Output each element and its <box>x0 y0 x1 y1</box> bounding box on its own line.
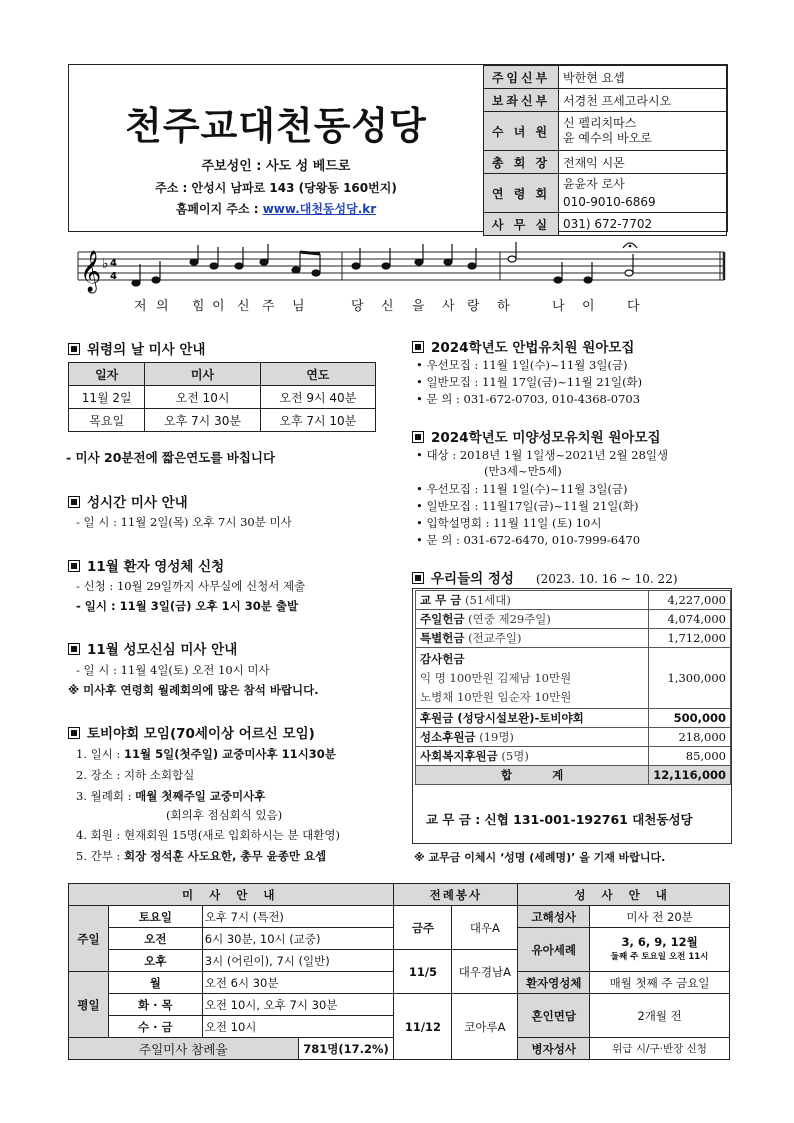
staff-name: 윤 예수의 바오로 <box>563 131 652 145</box>
sacrament-info: 위급 시/구·반장 신청 <box>590 1038 730 1060</box>
offer-sub: (연중 제29주일) <box>468 612 551 626</box>
offer-label: 주일헌금 <box>420 612 465 626</box>
item-text: 문 의 : 031-672-6470, 010-7999-6470 <box>426 533 641 547</box>
item-text: 입학설명회 : 11월 11일 (토) 10시 <box>426 516 602 530</box>
prayer-cell: 오후 7시 10분 <box>260 409 375 432</box>
section-title: 토비야회 모임(70세이상 어르신 모임) <box>87 726 315 742</box>
staff-table <box>483 65 727 236</box>
mass-cell: 오전 10시 <box>145 386 260 409</box>
serve-day: 11/5 <box>394 950 452 994</box>
section-title: 2024학년도 안법유치원 원아모집 <box>431 340 635 356</box>
attendance-label: 주일미사 참례율 <box>69 1038 299 1060</box>
date-cell: 목요일 <box>69 409 145 432</box>
serve-group: 대우A <box>452 906 518 950</box>
section-miyang <box>412 426 661 446</box>
staff-phone: 010-9010-6869 <box>563 195 656 209</box>
homepage-link[interactable]: www.대천동성당.kr <box>262 202 377 216</box>
tobia-line: 2. 장소 : 지하 소회합실 <box>76 768 195 782</box>
thanks-donors: 익 명 100만원 김제남 10만원 <box>420 670 572 685</box>
section-anbeop <box>412 336 634 356</box>
section-title: 2024학년도 미양성모유치원 원아모집 <box>431 430 661 446</box>
offer-label: 감사헌금 <box>420 651 465 666</box>
staff-name: 신 펠리치따스 <box>563 116 637 130</box>
lyric: 랑 <box>467 299 480 314</box>
section-memorial <box>68 338 205 358</box>
lyric: 이 <box>582 299 595 314</box>
sacrament-info: 둘째 주 토요일 오전 11시 <box>610 951 709 962</box>
lyric: 저 <box>134 299 147 314</box>
sick-line: - 신청 : 10월 29일까지 사무실에 신청서 제출 <box>76 579 306 593</box>
treble-clef-icon: 𝄞 <box>80 251 102 292</box>
marian-line: - 일 시 : 11월 4일(토) 오전 10시 미사 <box>76 663 270 677</box>
section-holyhour <box>68 491 188 511</box>
section-marian <box>68 638 237 658</box>
day-label: 수 · 금 <box>108 1016 202 1038</box>
miyang-item: • 일반모집 : 11월17일(금)~11월 21일(화) <box>416 499 639 513</box>
section-title: 성시간 미사 안내 <box>87 495 188 511</box>
anbeop-item: • 문 의 : 031-672-0703, 010-4368-0703 <box>416 392 641 406</box>
office-phone: 031) 672-7702 <box>559 213 727 236</box>
offer-value: 85,000 <box>649 747 731 766</box>
lyric: 신 <box>381 299 394 314</box>
day-label: 오전 <box>108 928 202 950</box>
offering-period: (2023. 10. 16 ~ 10. 22) <box>535 572 678 586</box>
parish-title: 천주교대천동성당 <box>125 103 427 148</box>
flat-icon: ♭ <box>102 256 109 272</box>
lyric: 하 <box>497 299 510 314</box>
sacrament-name: 고해성사 <box>518 906 590 928</box>
miyang-item: • 입학설명회 : 11월 11일 (토) 10시 <box>416 516 602 530</box>
mass-time: 3시 (어린이), 7시 (일반) <box>202 950 394 972</box>
memorial-mass-table <box>68 362 376 432</box>
lyric: 사 <box>442 299 455 314</box>
offer-label: 특별헌금 <box>420 631 465 645</box>
miyang-item: (만3세~만5세) <box>484 464 562 478</box>
section-sick <box>68 555 224 575</box>
offer-value: 218,000 <box>649 728 731 747</box>
sacrament-name: 유아세례 <box>518 928 590 972</box>
miyang-item: • 문 의 : 031-672-6470, 010-7999-6470 <box>416 533 641 547</box>
lyric: 주 <box>262 299 275 314</box>
sacrament-header: 성 사 안 내 <box>518 884 730 906</box>
tobia-line <box>76 848 326 864</box>
section-title: 위령의 날 미사 안내 <box>87 342 206 358</box>
attendance-value: 781명(17.2%) <box>298 1038 394 1060</box>
thanks-donors: 노병채 10만원 임순자 10만원 <box>420 689 572 704</box>
sacrament-name: 환자영성체 <box>518 972 590 994</box>
total-value: 12,116,000 <box>649 766 731 785</box>
col-header: 일자 <box>69 363 145 386</box>
mass-time: 6시 30분, 10시 (교중) <box>202 928 394 950</box>
mass-header: 미 사 안 내 <box>69 884 394 906</box>
lyric: 을 <box>412 299 425 314</box>
item-text: 문 의 : 031-672-0703, 010-4368-0703 <box>426 392 641 406</box>
schedule-table <box>68 883 730 1060</box>
serve-header: 전례봉사 <box>394 884 518 906</box>
item-text: 우선모집 : 11월 1일(수)~11월 3일(금) <box>426 358 628 372</box>
tobia-line <box>76 788 265 804</box>
staff-role: 주임신부 <box>484 66 559 89</box>
offer-label: 후원금 (성당시설보완)-토비야회 <box>420 711 584 725</box>
serve-group: 대우경남A <box>452 950 518 994</box>
tobia-label: 5. 간부 : <box>76 849 125 863</box>
staff-role: 총 회 장 <box>484 151 559 174</box>
homepage-label: 홈페이지 주소 : <box>175 202 263 216</box>
sacrament-info: 미사 전 20분 <box>590 906 730 928</box>
square-bullet-icon <box>412 431 424 443</box>
tobia-value: 11월 5일(첫주일) 교중미사후 11시30분 <box>124 747 336 761</box>
offer-sub: (19명) <box>479 730 514 744</box>
sick-line: - 일시 : 11월 3일(금) 오후 1시 30분 출발 <box>76 599 299 613</box>
lyric: 다 <box>627 299 640 314</box>
col-header: 연도 <box>260 363 375 386</box>
square-bullet-icon <box>68 560 80 572</box>
mass-time: 오전 6시 30분 <box>202 972 394 994</box>
tobia-line: 4. 회원 : 현재회원 15명(새로 입회하시는 분 대환영) <box>76 828 341 842</box>
item-text: 대상 : 2018년 1월 1일생~2021년 2월 28일생 <box>426 448 669 462</box>
staff-name: 윤윤자 로사 <box>563 177 625 191</box>
prayer-cell: 오전 9시 40분 <box>260 386 375 409</box>
lyric: 님 <box>292 299 305 314</box>
item-text: 우선모집 : 11월 1일(수)~11월 3일(금) <box>426 482 628 496</box>
sacrament-info: 3, 6, 9, 12월 <box>621 934 698 949</box>
offer-value: 500,000 <box>649 709 731 728</box>
square-bullet-icon <box>412 341 424 353</box>
day-label: 월 <box>108 972 202 994</box>
weekday-label: 평일 <box>69 972 109 1038</box>
day-label: 오후 <box>108 950 202 972</box>
serve-day: 11/12 <box>394 994 452 1060</box>
staff-role: 연 령 회 <box>484 174 559 213</box>
tobia-value: 매월 첫째주일 교중미사후 <box>135 789 266 803</box>
sacrament-info: 매월 첫째 주 금요일 <box>590 972 730 994</box>
staff-role: 사 무 실 <box>484 213 559 236</box>
section-title: 11월 성모신심 미사 안내 <box>87 642 238 658</box>
staff-name: 전재익 시몬 <box>559 151 727 174</box>
square-bullet-icon <box>68 643 80 655</box>
offer-label: 사회복지후원금 <box>420 749 498 763</box>
offer-label: 교 무 금 <box>420 593 462 607</box>
memorial-note: - 미사 20분전에 짧은연도를 바칩니다 <box>66 450 276 465</box>
lyric: 나 <box>552 299 565 314</box>
homepage <box>69 200 483 217</box>
day-label: 토요일 <box>108 906 202 928</box>
staff-name: 서경천 프세고라시오 <box>559 89 727 112</box>
section-title: 우리들의 정성 <box>431 571 514 587</box>
tobia-value: 회장 정석훈 사도요한, 총무 윤종만 요셉 <box>124 849 327 863</box>
lyric: 힘 <box>192 299 205 314</box>
parish-address: 주소 : 안성시 남파로 143 (당왕동 160번지) <box>155 181 397 195</box>
tobia-label: 1. 일시 : <box>76 747 125 761</box>
mass-time: 오후 7시 (특전) <box>202 906 394 928</box>
sacrament-name: 병자성사 <box>518 1038 590 1060</box>
sunday-label: 주일 <box>69 906 109 972</box>
mass-time: 오전 10시, 오후 7시 30분 <box>202 994 394 1016</box>
lyric: 이 <box>212 299 225 314</box>
offer-sub: (전교주일) <box>468 631 522 645</box>
svg-text:4: 4 <box>110 271 117 282</box>
lyric: 신 <box>237 299 250 314</box>
time-signature: 4 <box>110 258 117 269</box>
section-title: 11월 환자 영성체 신청 <box>87 559 225 575</box>
serve-group: 코아루A <box>452 994 518 1060</box>
total-label: 합 계 <box>416 766 649 785</box>
tobia-line <box>76 746 336 762</box>
tobia-line: (회의후 점심회식 있음) <box>166 808 283 822</box>
anbeop-item: • 우선모집 : 11월 1일(수)~11월 3일(금) <box>416 358 628 372</box>
square-bullet-icon <box>68 343 80 355</box>
account-info: 교 무 금 : 신협 131-001-192761 대천동성당 <box>426 812 693 827</box>
staff-name: 박한현 요셉 <box>559 66 727 89</box>
tobia-label: 3. 월례회 : <box>76 789 136 803</box>
staff-role: 수 녀 원 <box>484 112 559 151</box>
offer-sub: (5명) <box>501 749 529 763</box>
patron-saint: 주보성인 : 사도 성 베드로 <box>201 159 351 174</box>
sacrament-info: 2개월 전 <box>590 994 730 1038</box>
section-offering <box>412 567 678 587</box>
item-text: 일반모집 : 11월17일(금)~11월 21일(화) <box>426 499 639 513</box>
offer-sub: (51세대) <box>465 593 511 607</box>
offer-value: 1,300,000 <box>649 648 731 709</box>
sacrament-name: 혼인면담 <box>518 994 590 1038</box>
staff-role: 보좌신부 <box>484 89 559 112</box>
mass-cell: 오후 7시 30분 <box>145 409 260 432</box>
lyric: 의 <box>156 299 169 314</box>
marian-note: ※ 미사후 연령회 월례회의에 많은 참석 바랍니다. <box>68 683 319 697</box>
offer-value: 1,712,000 <box>649 629 731 648</box>
miyang-item: • 우선모집 : 11월 1일(수)~11월 3일(금) <box>416 482 628 496</box>
offer-value: 4,227,000 <box>649 591 731 610</box>
date-cell: 11월 2일 <box>69 386 145 409</box>
serve-day: 금주 <box>394 906 452 950</box>
anbeop-item: • 일반모집 : 11월 17일(금)~11월 21일(화) <box>416 375 643 389</box>
col-header: 미사 <box>145 363 260 386</box>
offer-label: 성소후원금 <box>420 730 476 744</box>
square-bullet-icon <box>68 496 80 508</box>
masthead <box>68 64 728 232</box>
holyhour-line: - 일 시 : 11월 2일(목) 오후 7시 30분 미사 <box>76 515 292 529</box>
square-bullet-icon <box>68 727 80 739</box>
section-tobia <box>68 722 315 742</box>
account-note: ※ 교무금 이체시 ‘성명 (세례명)’ 을 기재 바랍니다. <box>414 851 666 864</box>
mass-time: 오전 10시 <box>202 1016 394 1038</box>
miyang-item: • 대상 : 2018년 1월 1일생~2021년 2월 28일생 <box>416 448 669 462</box>
day-label: 화 · 목 <box>108 994 202 1016</box>
lyric: 당 <box>351 299 364 314</box>
item-text: 일반모집 : 11월 17일(금)~11월 21일(화) <box>426 375 643 389</box>
offering-table <box>415 590 731 785</box>
square-bullet-icon <box>412 572 424 584</box>
offer-value: 4,074,000 <box>649 610 731 629</box>
